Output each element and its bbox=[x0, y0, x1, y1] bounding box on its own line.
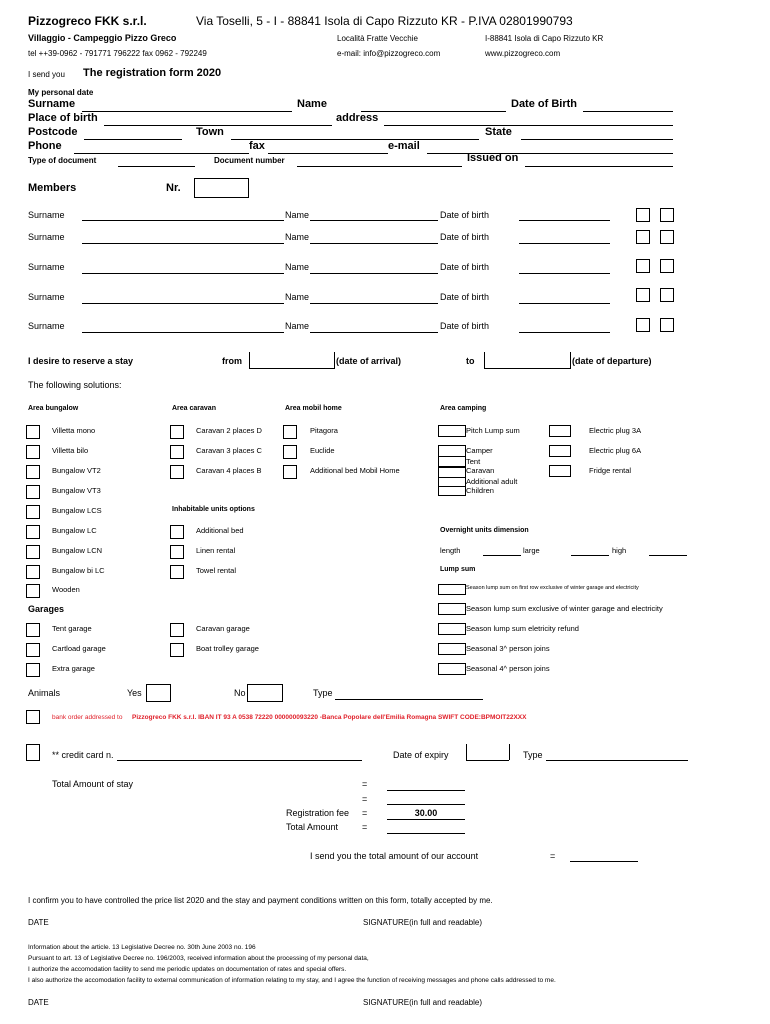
lump-sum-option: Season lump sum eletricity refund bbox=[466, 624, 579, 633]
member-checkbox[interactable] bbox=[636, 318, 650, 332]
option-item: Additional bed bbox=[196, 526, 244, 535]
member-name-line[interactable] bbox=[310, 243, 438, 244]
bungalow-option: Bungalow bi LC bbox=[52, 566, 105, 575]
equals-sign: = bbox=[362, 822, 368, 832]
place-of-birth-label: Place of birth bbox=[28, 112, 98, 124]
expiry-field-edge bbox=[466, 744, 467, 760]
member-surname-line[interactable] bbox=[82, 273, 284, 274]
bungalow-option: Bungalow VT3 bbox=[52, 486, 101, 495]
date-label-2: DATE bbox=[28, 998, 49, 1007]
phone-input-line[interactable] bbox=[74, 153, 249, 154]
option-checkbox[interactable] bbox=[170, 545, 184, 559]
mobil-home-option: Additional bed Mobil Home bbox=[310, 466, 400, 475]
overnight-heading: Overnight units dimension bbox=[440, 527, 529, 534]
lump-sum-field[interactable] bbox=[438, 663, 466, 675]
privacy-line: I also authorize the accomodation facility to external communication of information relating to my stay, and I agree the function of receiving messages and phone calls addressed to me. bbox=[28, 977, 556, 984]
bungalow-checkbox[interactable] bbox=[26, 525, 40, 539]
caravan-camping-label: Caravan bbox=[466, 466, 495, 475]
fax-label: fax bbox=[249, 140, 265, 152]
area-bungalow-heading: Area bungalow bbox=[28, 405, 79, 412]
equals-sign: = bbox=[362, 794, 368, 804]
equals-sign: = bbox=[362, 808, 368, 818]
send-total-label: I send you the total amount of our account bbox=[310, 851, 479, 861]
lump-sum-field[interactable] bbox=[438, 643, 466, 655]
subtotal-input[interactable] bbox=[387, 804, 465, 805]
garage-checkbox[interactable] bbox=[26, 623, 40, 637]
garage-checkbox[interactable] bbox=[26, 643, 40, 657]
member-surname-line[interactable] bbox=[82, 303, 284, 304]
member-dob-line[interactable] bbox=[519, 303, 610, 304]
doc-number-input-line[interactable] bbox=[297, 166, 462, 167]
caravan-checkbox[interactable] bbox=[170, 465, 184, 479]
member-dob-label: Date of birth bbox=[440, 210, 490, 220]
bungalow-option: Wooden bbox=[52, 585, 80, 594]
lump-sum-option: Seasonal 4^ person joins bbox=[466, 664, 550, 673]
name-input-line[interactable] bbox=[361, 111, 506, 112]
animals-type-label: Type bbox=[313, 688, 333, 698]
credit-card-input[interactable] bbox=[117, 760, 362, 761]
member-dob-label: Date of birth bbox=[440, 292, 490, 302]
length-input[interactable] bbox=[483, 555, 521, 556]
mobil-home-option: Euclide bbox=[310, 446, 335, 455]
lump-sum-field[interactable] bbox=[438, 623, 466, 635]
member-name-line[interactable] bbox=[310, 303, 438, 304]
from-field-edge bbox=[249, 352, 250, 368]
town-input-line[interactable] bbox=[231, 139, 479, 140]
animals-yes-label: Yes bbox=[127, 688, 142, 698]
equals-sign: = bbox=[550, 851, 556, 861]
member-surname-label: Surname bbox=[28, 321, 65, 331]
issued-on-label: Issued on bbox=[467, 152, 519, 164]
member-surname-label: Surname bbox=[28, 210, 65, 220]
bungalow-checkbox[interactable] bbox=[26, 565, 40, 579]
camper-label: Camper bbox=[466, 446, 493, 455]
town-label: Town bbox=[196, 126, 224, 138]
total-stay-label: Total Amount of stay bbox=[52, 779, 134, 789]
bungalow-option: Villetta bilo bbox=[52, 446, 89, 455]
arrival-label: (date of arrival) bbox=[336, 356, 402, 366]
garage-option: Tent garage bbox=[52, 624, 92, 633]
members-nr-input[interactable] bbox=[194, 178, 249, 198]
signature-label: SIGNATURE(in full and readable) bbox=[363, 918, 483, 927]
address-input-line[interactable] bbox=[384, 125, 673, 126]
email-label: e-mail bbox=[388, 140, 420, 152]
member-name-label: Name bbox=[285, 210, 310, 220]
tent-label: Tent bbox=[466, 457, 481, 466]
bungalow-checkbox[interactable] bbox=[26, 584, 40, 598]
large-input[interactable] bbox=[571, 555, 609, 556]
member-surname-label: Surname bbox=[28, 292, 65, 302]
member-checkbox[interactable] bbox=[636, 208, 650, 222]
member-checkbox[interactable] bbox=[660, 259, 674, 273]
issued-on-input-line[interactable] bbox=[525, 166, 673, 167]
member-dob-line[interactable] bbox=[519, 332, 610, 333]
plug3-label: Electric plug 3A bbox=[589, 426, 642, 435]
bank-details: Pizzogreco FKK s.r.l. IBAN IT 93 A 0538 72220 000000093220 -Banca Popolare dell'Emilia Romagna SWIFT CODE:BPMOIT22XXX bbox=[132, 714, 527, 721]
garage-checkbox[interactable] bbox=[26, 663, 40, 677]
caravan-checkbox[interactable] bbox=[170, 425, 184, 439]
registration-fee-label: Registration fee bbox=[286, 808, 350, 818]
member-surname-label: Surname bbox=[28, 262, 65, 272]
state-label: State bbox=[485, 126, 512, 138]
postcode-input-line[interactable] bbox=[84, 139, 182, 140]
personal-heading: My personal date bbox=[28, 88, 94, 97]
garage-option: Boat trolley garage bbox=[196, 644, 259, 653]
doc-type-input-line[interactable] bbox=[118, 166, 195, 167]
fridge-label: Fridge rental bbox=[589, 466, 632, 475]
plug6-label: Electric plug 6A bbox=[589, 446, 642, 455]
option-item: Towel rental bbox=[196, 566, 237, 575]
pitch-field[interactable] bbox=[438, 425, 466, 437]
privacy-line: Pursuant to art. 13 of Legislative Decree no. 196/2003, received information about the processing of my personal data, bbox=[28, 955, 369, 962]
lump-sum-heading: Lump sum bbox=[440, 566, 476, 573]
mobil-home-checkbox[interactable] bbox=[283, 425, 297, 439]
expiry-label: Date of expiry bbox=[393, 750, 449, 760]
expiry-input[interactable] bbox=[466, 760, 509, 761]
address-label: address bbox=[336, 112, 379, 124]
mobil-home-checkbox[interactable] bbox=[283, 465, 297, 479]
garage-option: Extra garage bbox=[52, 664, 95, 673]
departure-date-input[interactable] bbox=[484, 368, 571, 369]
member-surname-line[interactable] bbox=[82, 220, 284, 221]
member-dob-label: Date of birth bbox=[440, 232, 490, 242]
add-adult-label: Additional adult bbox=[466, 477, 518, 486]
credit-card-label: ** credit card n. bbox=[52, 750, 114, 760]
form-title: The registration form 2020 bbox=[83, 67, 222, 79]
member-surname-line[interactable] bbox=[82, 243, 284, 244]
garage-checkbox[interactable] bbox=[170, 623, 184, 637]
privacy-line: Information about the article. 13 Legislative Decree no. 30th June 2003 no. 196 bbox=[28, 944, 256, 951]
from-field-edge bbox=[334, 352, 335, 368]
mobil-home-checkbox[interactable] bbox=[283, 445, 297, 459]
date-label: DATE bbox=[28, 918, 49, 927]
surname-label: Surname bbox=[28, 98, 76, 110]
member-dob-label: Date of birth bbox=[440, 262, 490, 272]
total-amount-label: Total Amount bbox=[286, 822, 339, 832]
bungalow-checkbox[interactable] bbox=[26, 485, 40, 499]
confirm-text: I confirm you to have controlled the price list 2020 and the stay and payment conditions written on this form, totally accepted by me. bbox=[28, 896, 493, 905]
member-name-line[interactable] bbox=[310, 273, 438, 274]
departure-label: (date of departure) bbox=[572, 356, 652, 366]
dob-input-line[interactable] bbox=[583, 111, 673, 112]
children-label: Children bbox=[466, 486, 494, 495]
member-dob-label: Date of birth bbox=[440, 321, 490, 331]
account-total-input[interactable] bbox=[570, 861, 638, 862]
card-type-label: Type bbox=[523, 750, 543, 760]
caravan-checkbox[interactable] bbox=[170, 445, 184, 459]
dob-label: Date of Birth bbox=[511, 98, 577, 110]
garage-checkbox[interactable] bbox=[170, 643, 184, 657]
pitch-label: Pitch Lump sum bbox=[466, 426, 520, 435]
member-name-line[interactable] bbox=[310, 220, 438, 221]
animals-type-input[interactable] bbox=[335, 699, 483, 700]
caravan-option: Caravan 2 places D bbox=[196, 426, 262, 435]
bungalow-checkbox[interactable] bbox=[26, 425, 40, 439]
credit-card-checkbox[interactable] bbox=[26, 744, 40, 761]
animals-no-label: No bbox=[234, 688, 246, 698]
village-name: Villaggio - Campeggio Pizzo Greco bbox=[28, 33, 177, 43]
company-address: Via Toselli, 5 - I - 88841 Isola di Capo Rizzuto KR - P.IVA 02801990793 bbox=[196, 14, 573, 28]
bungalow-option: Bungalow LC bbox=[52, 526, 97, 535]
to-label: to bbox=[466, 356, 475, 366]
email-contact: e-mail: info@pizzogreco.com bbox=[337, 49, 441, 58]
children-field[interactable] bbox=[438, 486, 466, 496]
member-dob-line[interactable] bbox=[519, 243, 610, 244]
lump-sum-field[interactable] bbox=[438, 603, 466, 615]
privacy-line: I authorize the accomodation facility to send me periodic updates on documentation of rates and special offers. bbox=[28, 966, 347, 973]
lump-sum-option: Seasonal 3^ person joins bbox=[466, 644, 550, 653]
company-name: Pizzogreco FKK s.r.l. bbox=[28, 14, 147, 28]
large-label: large bbox=[523, 546, 540, 555]
doc-type-label: Type of document bbox=[28, 156, 97, 165]
surname-input-line[interactable] bbox=[82, 111, 292, 112]
area-caravan-heading: Area caravan bbox=[172, 405, 216, 412]
member-checkbox[interactable] bbox=[636, 259, 650, 273]
animals-label: Animals bbox=[28, 688, 61, 698]
high-label: high bbox=[612, 546, 627, 555]
plug3-field[interactable] bbox=[549, 425, 571, 437]
total-stay-input[interactable] bbox=[387, 790, 465, 791]
bungalow-option: Bungalow VT2 bbox=[52, 466, 101, 475]
phones: tel ++39-0962 - 791771 796222 fax 0962 - 792249 bbox=[28, 49, 207, 58]
member-name-label: Name bbox=[285, 232, 310, 242]
bungalow-checkbox[interactable] bbox=[26, 465, 40, 479]
card-type-input[interactable] bbox=[546, 760, 688, 761]
member-dob-line[interactable] bbox=[519, 273, 610, 274]
to-field-edge bbox=[570, 352, 571, 368]
equals-sign: = bbox=[362, 779, 368, 789]
members-heading: Members bbox=[28, 182, 77, 194]
bank-order-label: bank order addressed to bbox=[52, 714, 123, 721]
member-dob-line[interactable] bbox=[519, 220, 610, 221]
plug6-field[interactable] bbox=[549, 445, 571, 457]
member-checkbox[interactable] bbox=[660, 208, 674, 222]
members-nr-label: Nr. bbox=[166, 182, 181, 194]
bungalow-option: Bungalow LCN bbox=[52, 546, 103, 555]
member-name-line[interactable] bbox=[310, 332, 438, 333]
member-checkbox[interactable] bbox=[636, 230, 650, 244]
arrival-date-input[interactable] bbox=[249, 368, 335, 369]
doc-number-label: Document number bbox=[214, 156, 285, 165]
email-input-line[interactable] bbox=[427, 153, 673, 154]
postcode-label: Postcode bbox=[28, 126, 78, 138]
options-heading: Inhabitable units options bbox=[172, 506, 255, 513]
bungalow-option: Villetta mono bbox=[52, 426, 96, 435]
member-checkbox[interactable] bbox=[660, 318, 674, 332]
animals-yes-box[interactable] bbox=[146, 684, 171, 702]
bungalow-option: Bungalow LCS bbox=[52, 506, 102, 515]
member-checkbox[interactable] bbox=[660, 288, 674, 302]
state-input-line[interactable] bbox=[521, 139, 673, 140]
member-name-label: Name bbox=[285, 262, 310, 272]
fridge-field[interactable] bbox=[549, 465, 571, 477]
animals-no-box[interactable] bbox=[247, 684, 283, 702]
option-checkbox[interactable] bbox=[170, 525, 184, 539]
city: I-88841 Isola di Capo Rizzuto KR bbox=[485, 34, 604, 43]
high-input[interactable] bbox=[649, 555, 687, 556]
bungalow-checkbox[interactable] bbox=[26, 545, 40, 559]
bungalow-checkbox[interactable] bbox=[26, 505, 40, 519]
option-checkbox[interactable] bbox=[170, 565, 184, 579]
registration-fee-line bbox=[387, 819, 465, 820]
caravan-option: Caravan 3 places C bbox=[196, 446, 262, 455]
solutions-label: The following solutions: bbox=[28, 380, 122, 390]
member-checkbox[interactable] bbox=[636, 288, 650, 302]
garage-option: Caravan garage bbox=[196, 624, 250, 633]
member-name-label: Name bbox=[285, 292, 310, 302]
garage-option: Cartload garage bbox=[52, 644, 106, 653]
caravan-option: Caravan 4 places B bbox=[196, 466, 262, 475]
member-surname-line[interactable] bbox=[82, 332, 284, 333]
area-mobil-home-heading: Area mobil home bbox=[285, 405, 342, 412]
expiry-field-edge bbox=[509, 744, 510, 760]
option-item: Linen rental bbox=[196, 546, 236, 555]
name-label: Name bbox=[297, 98, 327, 110]
signature-label-2: SIGNATURE(in full and readable) bbox=[363, 998, 483, 1007]
total-amount-input[interactable] bbox=[387, 833, 465, 834]
lump-sum-option: Season lump sum exclusive of winter garage and electricity bbox=[466, 604, 663, 613]
area-camping-heading: Area camping bbox=[440, 405, 487, 412]
member-surname-label: Surname bbox=[28, 232, 65, 242]
mobil-home-option: Pitagora bbox=[310, 426, 338, 435]
garages-heading: Garages bbox=[28, 604, 65, 614]
fax-input-line[interactable] bbox=[268, 153, 388, 154]
lump-sum-option: Season lump sum on first row exclusive of winter garage and electricity bbox=[466, 585, 639, 591]
length-label: length bbox=[440, 546, 461, 555]
bungalow-checkbox[interactable] bbox=[26, 445, 40, 459]
member-checkbox[interactable] bbox=[660, 230, 674, 244]
reserve-stay-label: I desire to reserve a stay bbox=[28, 356, 134, 366]
registration-fee-value: 30.00 bbox=[414, 808, 438, 818]
locality: Località Fratte Vecchie bbox=[337, 34, 418, 43]
bank-order-checkbox[interactable] bbox=[26, 710, 40, 724]
to-field-edge bbox=[484, 352, 485, 368]
from-label: from bbox=[222, 356, 242, 366]
member-name-label: Name bbox=[285, 321, 310, 331]
website: www.pizzogreco.com bbox=[485, 49, 561, 58]
i-send-you-label: I send you bbox=[28, 70, 65, 79]
phone-label: Phone bbox=[28, 140, 62, 152]
lump-sum-field[interactable] bbox=[438, 584, 466, 595]
